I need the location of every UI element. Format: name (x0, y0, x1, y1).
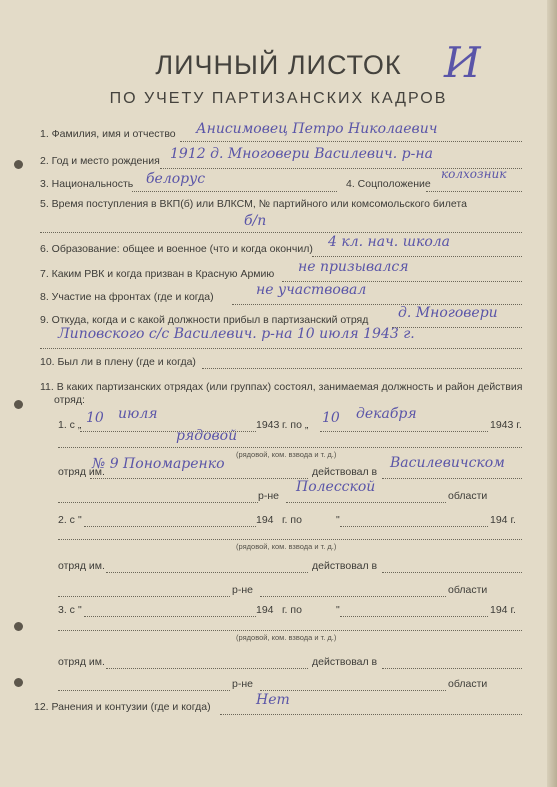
entry-1-rayon-line (58, 502, 258, 503)
entry-1-month-to: декабря (356, 406, 417, 422)
entry-3-position-hint: (рядовой, ком. взвода и т. д.) (236, 633, 337, 642)
field-6-value: 4 кл. нач. школа (328, 234, 451, 250)
field-3-label: 3. Национальность (40, 178, 134, 190)
entry-3-otryad-label: отряд им. (58, 656, 105, 668)
binder-hole (14, 678, 23, 687)
field-8-value: не участвовал (256, 282, 367, 298)
field-3-line (132, 191, 337, 192)
field-7-value: не призывался (298, 259, 409, 275)
entry-2-acted-line (382, 572, 522, 573)
entry-3-acted-line (382, 668, 522, 669)
entry-1-to-label: г. по „ (282, 419, 309, 431)
entry-1-month-from: июля (118, 406, 158, 422)
field-10-label: 10. Был ли в плену (где и когда) (40, 356, 196, 368)
field-2-label: 2. Год и место рождения (40, 155, 160, 167)
entry-1-year-to: 1943 г. (490, 419, 522, 431)
entry-3-acted-label: действовал в (312, 656, 378, 668)
entry-2-region-line (260, 596, 446, 597)
entry-1-year-from: 1943 (256, 419, 280, 431)
entry-1-rayon-label: р-не (258, 490, 279, 502)
field-12-value: Нет (256, 692, 290, 708)
field-5-line (40, 232, 522, 233)
binder-hole (14, 160, 23, 169)
field-5-value: б/п (244, 213, 267, 229)
entry-2-rayon-label: р-не (232, 584, 253, 596)
entry-2-to-line (340, 526, 488, 527)
field-8-label: 8. Участие на фронтах (где и когда) (40, 291, 214, 303)
entry-1-acted-label: действовал в (312, 466, 378, 478)
field-1-label: 1. Фамилия, имя и отчество (40, 128, 176, 140)
entry-1-num: 1. с „ (58, 419, 82, 431)
entry-1-acted-value: Василевичском (390, 455, 505, 471)
field-6-label: 6. Образование: общее и военное (что и когда окончил) (40, 243, 313, 255)
field-1-value: Анисимовец Петро Николаевич (196, 121, 438, 137)
entry-3-to-label: г. по (282, 604, 302, 616)
entry-1-position: рядовой (176, 428, 238, 444)
entry-3-year-to: 194 г. (490, 604, 516, 616)
entry-3-num: 3. с (58, 604, 75, 616)
entry-1-otryad-line (90, 478, 308, 479)
entry-1-to-line (320, 431, 488, 432)
entry-2-otryad-line (106, 572, 308, 573)
entry-2-to-label: г. по (282, 514, 302, 526)
entry-2-quote: " (78, 514, 82, 526)
binder-hole (14, 400, 23, 409)
entry-3-from-line (84, 616, 256, 617)
field-9-line-2 (40, 348, 522, 349)
field-11-label-b: отряд: (54, 394, 85, 406)
binder-hole (14, 622, 23, 631)
document-subtitle: ПО УЧЕТУ ПАРТИЗАНСКИХ КАДРОВ (109, 90, 448, 107)
entry-2-from-line (84, 526, 256, 527)
field-12-line (220, 714, 522, 715)
entry-3-position-line (58, 630, 522, 631)
entry-1-acted-line (382, 478, 522, 479)
entry-2-year-to: 194 г. (490, 514, 516, 526)
field-6-line (312, 256, 522, 257)
entry-2-num: 2. с (58, 514, 75, 526)
entry-2-oblast-label: области (448, 584, 488, 596)
entry-2-acted-label: действовал в (312, 560, 378, 572)
entry-3-quote: " (78, 604, 82, 616)
entry-3-oblast-label: области (448, 678, 488, 690)
entry-1-day-to: 10 (322, 410, 340, 426)
field-10-line (202, 368, 522, 369)
entry-2-position-line (58, 539, 522, 540)
entry-1-day-from: 10 (86, 410, 104, 426)
entry-2-rayon-line (58, 596, 230, 597)
entry-1-position-hint: (рядовой, ком. взвода и т. д.) (236, 450, 337, 459)
entry-2-quote-to: " (336, 514, 340, 526)
paper-edge (547, 0, 557, 787)
field-4-line (426, 191, 522, 192)
field-9-label: 9. Откуда, когда и с какой должности прибыл в партизанский отряд (40, 314, 369, 326)
entry-1-otryad-value: № 9 Пономаренко (92, 456, 225, 472)
field-12-label: 12. Ранения и контузии (где и когда) (34, 701, 211, 713)
handwritten-mark: И (444, 38, 481, 87)
field-9-value-b: Липовского с/с Василевич. р-на 10 июля 1943 г. (58, 326, 415, 342)
field-4-label: 4. Соцположение (346, 178, 431, 190)
field-2-value: 1912 д. Многовери Василевич. р-на (170, 146, 433, 162)
entry-2-year-from: 194 (256, 514, 274, 526)
field-1-line (180, 141, 522, 142)
document-title: ЛИЧНЫЙ ЛИСТОК (155, 50, 402, 80)
entry-1-region-value: Полесской (296, 479, 376, 495)
field-3-value: белорус (146, 171, 206, 187)
entry-3-quote-to: " (336, 604, 340, 616)
entry-1-otryad-label: отряд им. (58, 466, 105, 478)
entry-1-oblast-label: области (448, 490, 488, 502)
entry-2-position-hint: (рядовой, ком. взвода и т. д.) (236, 542, 337, 551)
field-4-value: колхозник (441, 167, 507, 181)
entry-3-rayon-label: р-не (232, 678, 253, 690)
entry-3-rayon-line (58, 690, 230, 691)
field-7-label: 7. Каким РВК и когда призван в Красную Армию (40, 268, 275, 280)
entry-2-otryad-label: отряд им. (58, 560, 105, 572)
field-9-value-a: д. Многовери (398, 305, 498, 321)
entry-3-otryad-line (106, 668, 308, 669)
field-5-label: 5. Время поступления в ВКП(б) или ВЛКСМ, № партийного или комсомольского билета (40, 198, 467, 210)
entry-3-year-from: 194 (256, 604, 274, 616)
entry-3-to-line (340, 616, 488, 617)
entry-1-region-line (286, 502, 446, 503)
field-11-label-a: 11. В каких партизанских отрядах (или группах) состоял, занимаемая должность и район действия (40, 381, 523, 393)
entry-1-position-line (58, 447, 522, 448)
entry-3-region-line (260, 690, 446, 691)
